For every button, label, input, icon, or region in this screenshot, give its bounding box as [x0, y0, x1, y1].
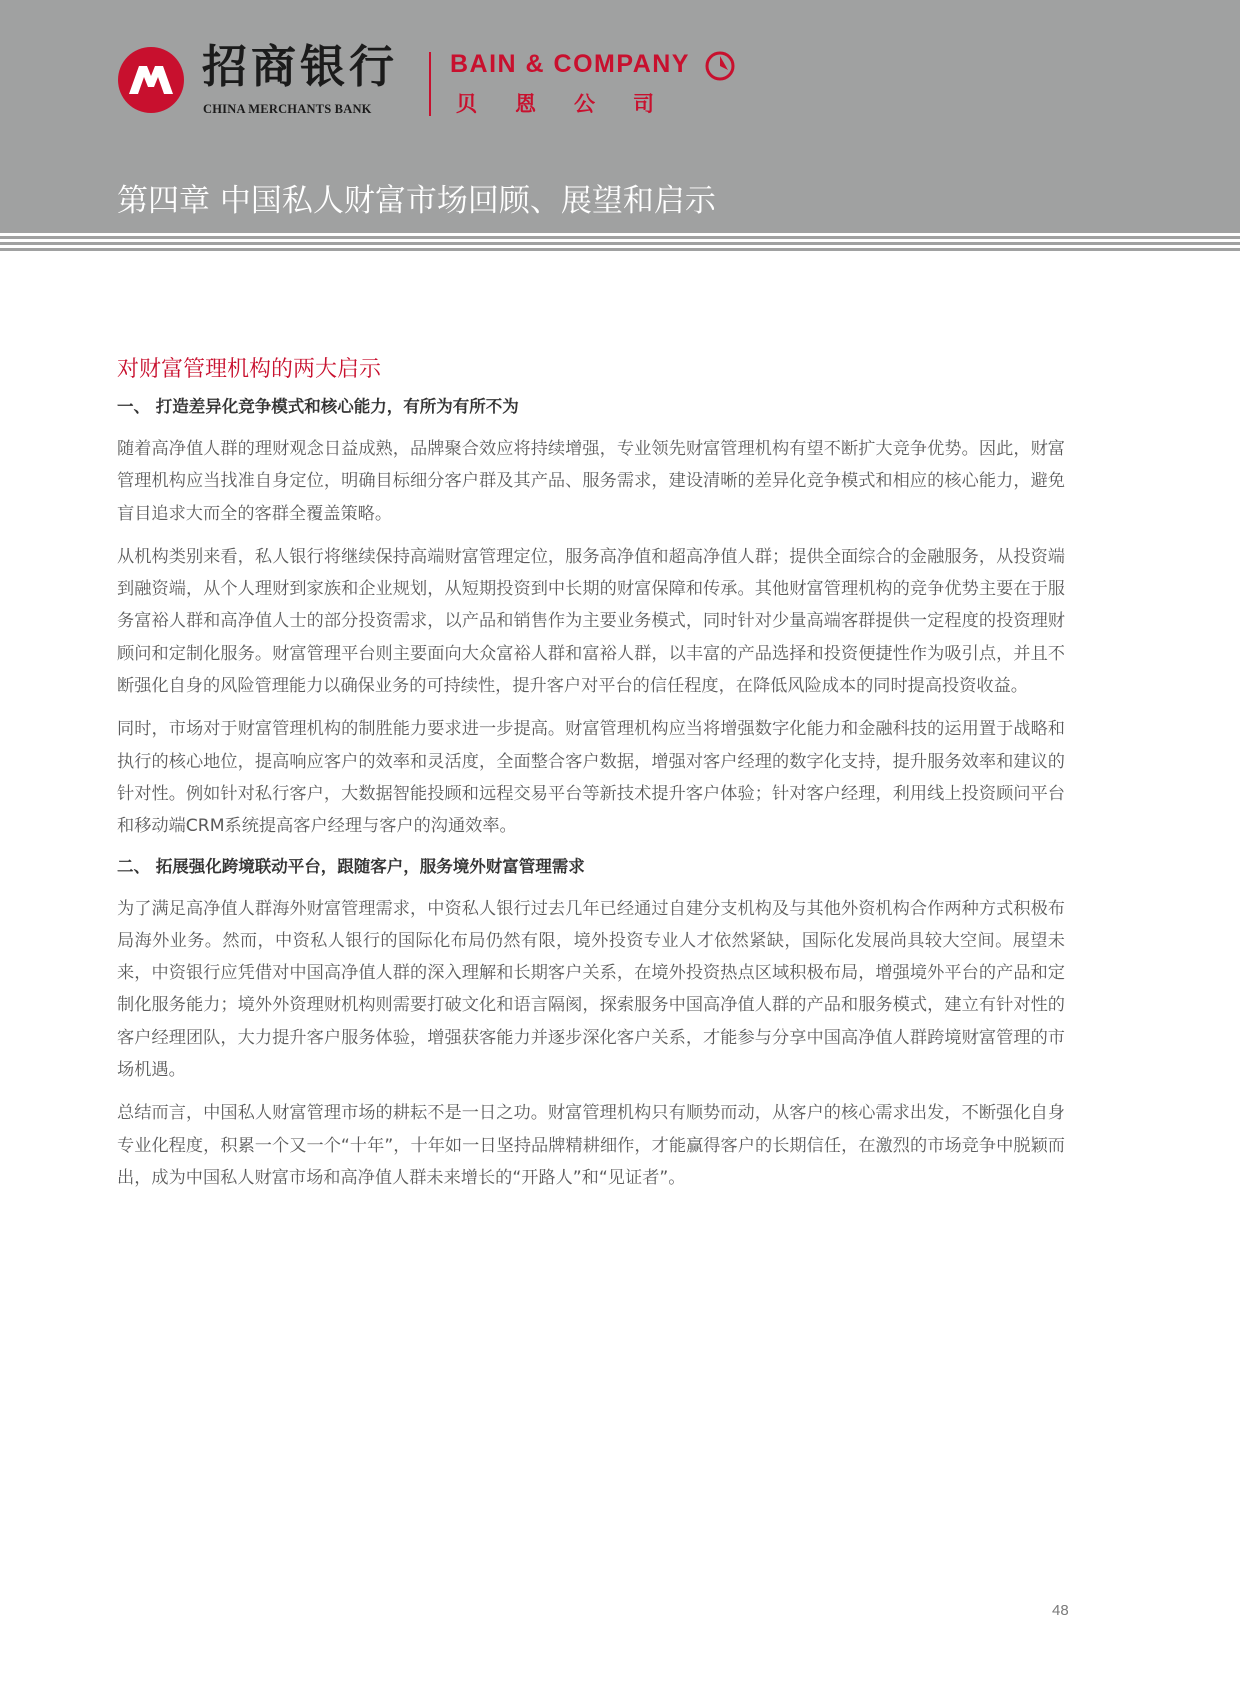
bain-company-name: BAIN & COMPANY	[450, 50, 690, 78]
paragraph: 从机构类别来看，私人银行将继续保持高端财富管理定位，服务高净值和超高净值人群；提供全面综合的金融服务，从投资端到融资端，从个人理财到家族和企业规划，从短期投资到中长期的财富保障和传承。其他财富管理机构的竞争优势主要在于服务富裕人群和高净值人士的部分投资需求，以产品和销售作为主要业务模式，同时针对少量高端客群提供一定程度的投资理财顾问和定制化服务。财富管理平台则主要面向大众富裕人群和富裕人群，以丰富的产品选择和投资便捷性作为吸引点，并且不断强化自身的风险管理能力以确保业务的可持续性，提升客户对平台的信任程度，在降低风险成本的同时提高投资收益。	[117, 546, 1065, 697]
paragraph: 总结而言，中国私人财富管理市场的耕耘不是一日之功。财富管理机构只有顺势而动，从客户的核心需求出发，不断强化自身专业化程度，积累一个又一个“十年”，十年如一日坚持品牌精耕细作，才能赢得客户的长期信任，在激烈的市场竞争中脱颖而出，成为中国私人财富市场和高净值人群未来增长的“开路人”和“见证者”。	[117, 1103, 1065, 1188]
subsection-heading-2: 二、 拓展强化跨境联动平台，跟随客户，服务境外财富管理需求	[117, 856, 585, 876]
header-stripes	[0, 236, 1240, 254]
page-number: 48	[1052, 1602, 1069, 1619]
cmb-logo-icon	[117, 46, 185, 114]
main-content	[117, 355, 1065, 1205]
chapter-title: 第四章 中国私人财富市场回顾、展望和启示	[117, 183, 716, 219]
logo-divider	[429, 52, 431, 116]
paragraph: 同时，市场对于财富管理机构的制胜能力要求进一步提高。财富管理机构应当将增强数字化能力和金融科技的运用置于战略和执行的核心地位，提高响应客户的效率和灵活度，全面整合客户数据，增强对客户经理的数字化支持，提升服务效率和建议的针对性。例如针对私行客户，大数据智能投顾和远程交易平台等新技术提升客户体验；针对客户经理，利用线上投资顾问平台和移动端CRM系统提高客户经理与客户的沟通效率。	[117, 719, 1065, 837]
section-title: 对财富管理机构的两大启示	[117, 357, 382, 382]
bain-logo-icon	[704, 50, 736, 82]
cmb-name-cn: 招商银行	[202, 40, 399, 93]
bain-company-name-cn: 贝恩公司	[456, 92, 692, 116]
paragraph: 随着高净值人群的理财观念日益成熟，品牌聚合效应将持续增强，专业领先财富管理机构有望不断扩大竞争优势。因此，财富管理机构应当找准自身定位，明确目标细分客户群及其产品、服务需求，建设清晰的差异化竞争模式和相应的核心能力，避免盲目追求大而全的客群全覆盖策略。	[117, 439, 1065, 524]
paragraph: 为了满足高净值人群海外财富管理需求，中资私人银行过去几年已经通过自建分支机构及与其他外资机构合作两种方式积极布局海外业务。然而，中资私人银行的国际化布局仍然有限，境外投资专业人才依然紧缺，国际化发展尚具较大空间。展望未来，中资银行应凭借对中国高净值人群的深入理解和长期客户关系，在境外投资热点区域积极布局，增强境外平台的产品和定制化服务能力；境外外资理财机构则需要打破文化和语言隔阂，探索服务中国高净值人群的产品和服务模式，建立有针对性的客户经理团队，大力提升客户服务体验，增强获客能力并逐步深化客户关系，才能参与分享中国高净值人群跨境财富管理的市场机遇。	[117, 898, 1065, 1081]
cmb-name-en: CHINA MERCHANTS BANK	[203, 102, 372, 116]
subsection-heading-1: 一、 打造差异化竞争模式和核心能力，有所为有所不为	[117, 397, 519, 416]
